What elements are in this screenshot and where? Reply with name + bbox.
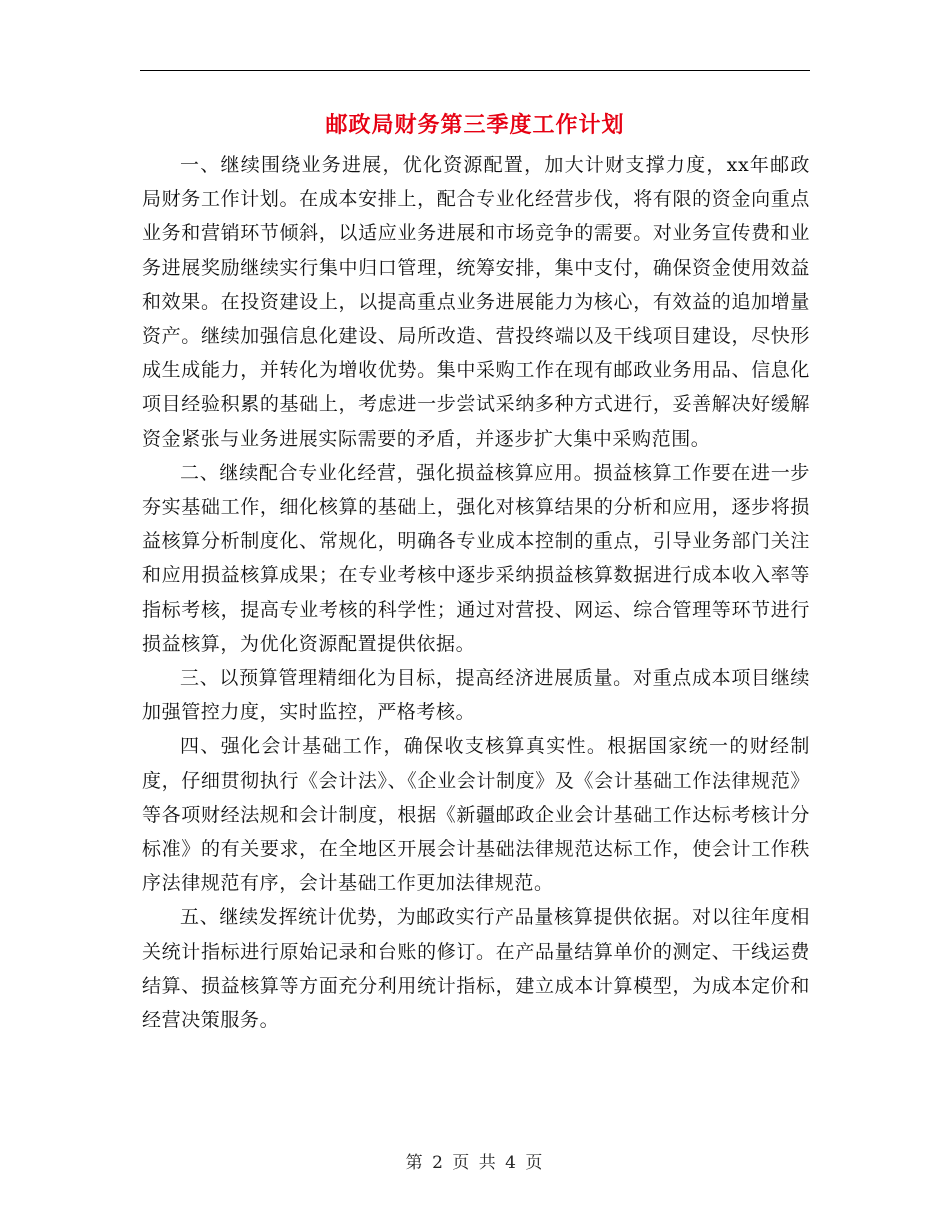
paragraph-2: 二、继续配合专业化经营，强化损益核算应用。损益核算工作要在进一步夯实基础工作，细化核算的基础上，强化对核算结果的分析和应用，逐步将损益核算分析制度化、常规化，明确各专业成本控制的重点，引导业务部门关注和应用损益核算成果；在专业考核中逐步采纳损益核算数据进行成本收入率等指标考核，提高专业考核的科学性；通过对营投、网运、综合管理等环节进行损益核算，为优化资源配置提供依据。 bbox=[142, 461, 810, 655]
document-title: 邮政局财务第三季度工作计划 bbox=[325, 112, 625, 138]
paragraph-3: 三、以预算管理精细化为目标，提高经济进展质量。对重点成本项目继续加强管控力度，实时监控，严格考核。 bbox=[142, 667, 810, 724]
document-body bbox=[142, 148, 810, 1037]
paragraph-1: 一、继续围绕业务进展，优化资源配置，加大计财支撑力度，xx年邮政局财务工作计划。在成本安排上，配合专业化经营步伐，将有限的资金向重点业务和营销环节倾斜，以适应业务进展和市场竞争的需要。对业务宣传费和业务进展奖励继续实行集中归口管理，统筹安排，集中支付，确保资金使用效益和效果。在投资建设上，以提高重点业务进展能力为核心，有效益的追加增量资产。继续加强信息化建设、局所改造、营投终端以及干线项目建设，尽快形成生成能力，并转化为增收优势。集中采购工作在现有邮政业务用品、信息化项目经验积累的基础上，考虑进一步尝试采纳多种方式进行，妥善解决好缓解资金紧张与业务进展实际需要的矛盾，并逐步扩大集中采购范围。 bbox=[142, 154, 810, 450]
paragraph-5: 五、继续发挥统计优势，为邮政实行产品量核算提供依据。对以往年度相关统计指标进行原始记录和台账的修订。在产品量结算单价的测定、干线运费结算、损益核算等方面充分利用统计指标，建立成本计算模型，为成本定价和经营决策服务。 bbox=[142, 906, 810, 1032]
header-rule bbox=[140, 70, 810, 71]
paragraph-4: 四、强化会计基础工作，确保收支核算真实性。根据国家统一的财经制度，仔细贯彻执行《会计法》、《企业会计制度》及《会计基础工作法律规范》等各项财经法规和会计制度，根据《新疆邮政企业会计基础工作达标考核计分标准》的有关要求，在全地区开展会计基础法律规范达标工作，使会计工作秩序法律规范有序，会计基础工作更加法律规范。 bbox=[142, 735, 810, 895]
page-number-footer: 第 2 页 共 4 页 bbox=[405, 1153, 545, 1173]
